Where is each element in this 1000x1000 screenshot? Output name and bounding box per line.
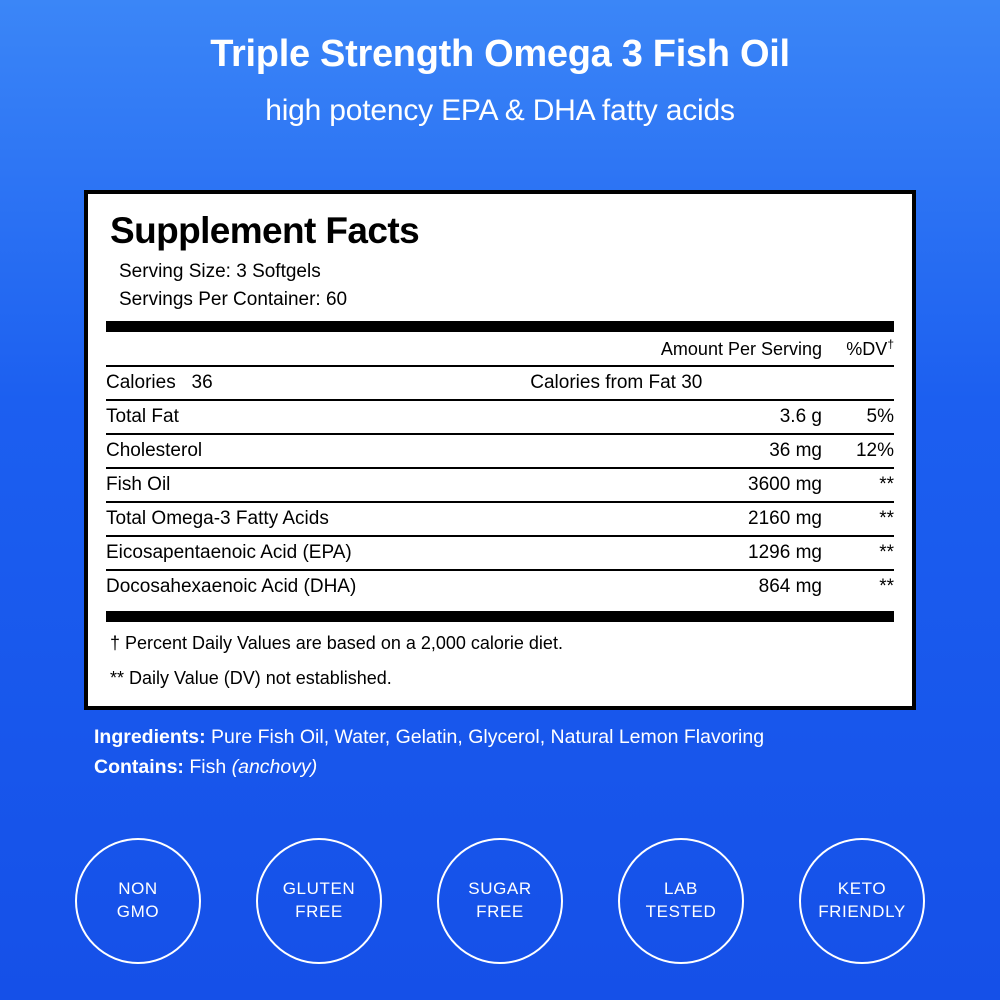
footnote-daily-values: † Percent Daily Values are based on a 2,000 calorie diet. — [110, 633, 563, 654]
badge-keto-friendly — [799, 838, 925, 964]
footnote-dv-not-established: ** Daily Value (DV) not established. — [110, 668, 392, 689]
badge-row — [0, 838, 1000, 964]
contains-line — [94, 752, 924, 782]
contains-label: Contains: — [94, 756, 184, 779]
nutrient-dv: ** — [822, 502, 894, 536]
badge-line-2: GMO — [116, 902, 160, 921]
table-row — [106, 570, 894, 603]
contains-note: (anchovy) — [231, 756, 318, 779]
ingredients-value: Pure Fish Oil, Water, Gelatin, Glycerol, Natural Lemon Flavoring — [211, 726, 765, 748]
header-spacer — [106, 332, 530, 366]
badge-line-2: FREE — [295, 902, 343, 921]
badge-gluten-free — [256, 838, 382, 964]
table-row — [106, 502, 894, 536]
ingredients-label: Ingredients: — [94, 726, 206, 748]
header — [0, 0, 1000, 128]
nutrient-name: Cholesterol — [106, 434, 530, 468]
nutrient-dv: 5% — [822, 400, 894, 434]
badge-line-1: KETO — [837, 879, 887, 899]
nutrient-amount: 1296 mg — [530, 536, 822, 570]
calories-dv — [822, 366, 894, 400]
badge-line-1: NON — [118, 879, 158, 899]
table-row-calories — [106, 366, 894, 400]
badge-line-2: FREE — [476, 902, 524, 921]
table-row — [106, 400, 894, 434]
table-row — [106, 434, 894, 468]
badge-line-2: FRIENDLY — [818, 902, 906, 921]
table-row — [106, 468, 894, 502]
percent-dv-header — [822, 332, 894, 366]
badge-sugar-free — [437, 838, 563, 964]
percent-dv-header-text: %DV — [846, 339, 888, 360]
calories-label: Calories 36 — [106, 366, 530, 400]
badge-non-gmo — [75, 838, 201, 964]
nutrient-name: Docosahexaenoic Acid (DHA) — [106, 576, 357, 598]
supplement-facts-title: Supplement Facts — [110, 210, 420, 251]
badge-line-1: GLUTEN — [282, 879, 356, 899]
nutrient-dv: ** — [879, 576, 894, 598]
page-title: Triple Strength Omega 3 Fish Oil — [210, 33, 790, 75]
nutrient-dv: 12% — [822, 434, 894, 468]
table-header-row — [106, 332, 894, 366]
nutrient-amount: 36 mg — [530, 434, 822, 468]
nutrient-amount: 864 mg — [758, 576, 822, 598]
divider-thick-top — [106, 321, 894, 332]
amount-per-serving-header: Amount Per Serving — [530, 332, 822, 366]
table-row — [106, 536, 894, 570]
badge-line-1: SUGAR — [468, 879, 532, 899]
calories-from-fat: Calories from Fat 30 — [530, 366, 822, 400]
nutrient-name: Total Omega-3 Fatty Acids — [106, 502, 530, 536]
page-subtitle: high potency EPA & DHA fatty acids — [265, 93, 735, 127]
dagger-symbol: † — [887, 337, 894, 352]
calories-value: 36 — [191, 372, 213, 394]
supplement-facts-panel — [84, 190, 916, 710]
supplement-facts-table — [106, 332, 894, 603]
nutrient-name: Total Fat — [106, 400, 530, 434]
divider-thick-bottom — [106, 611, 894, 622]
contains-value: Fish — [189, 756, 227, 779]
servings-per-container: Servings Per Container: 60 — [119, 288, 348, 310]
nutrient-name: Eicosapentaenoic Acid (EPA) — [106, 536, 530, 570]
badge-line-2: TESTED — [645, 902, 717, 921]
badge-line-1: LAB — [664, 879, 698, 899]
serving-size: Serving Size: 3 Softgels — [119, 261, 321, 282]
nutrient-amount: 2160 mg — [530, 502, 822, 536]
nutrient-dv: ** — [822, 536, 894, 570]
ingredients-line — [94, 722, 924, 752]
nutrient-amount: 3.6 g — [530, 400, 822, 434]
ingredients-block — [94, 722, 924, 782]
nutrient-dv: ** — [822, 468, 894, 502]
nutrient-name: Fish Oil — [106, 468, 530, 502]
badge-lab-tested — [618, 838, 744, 964]
nutrient-amount: 3600 mg — [530, 468, 822, 502]
